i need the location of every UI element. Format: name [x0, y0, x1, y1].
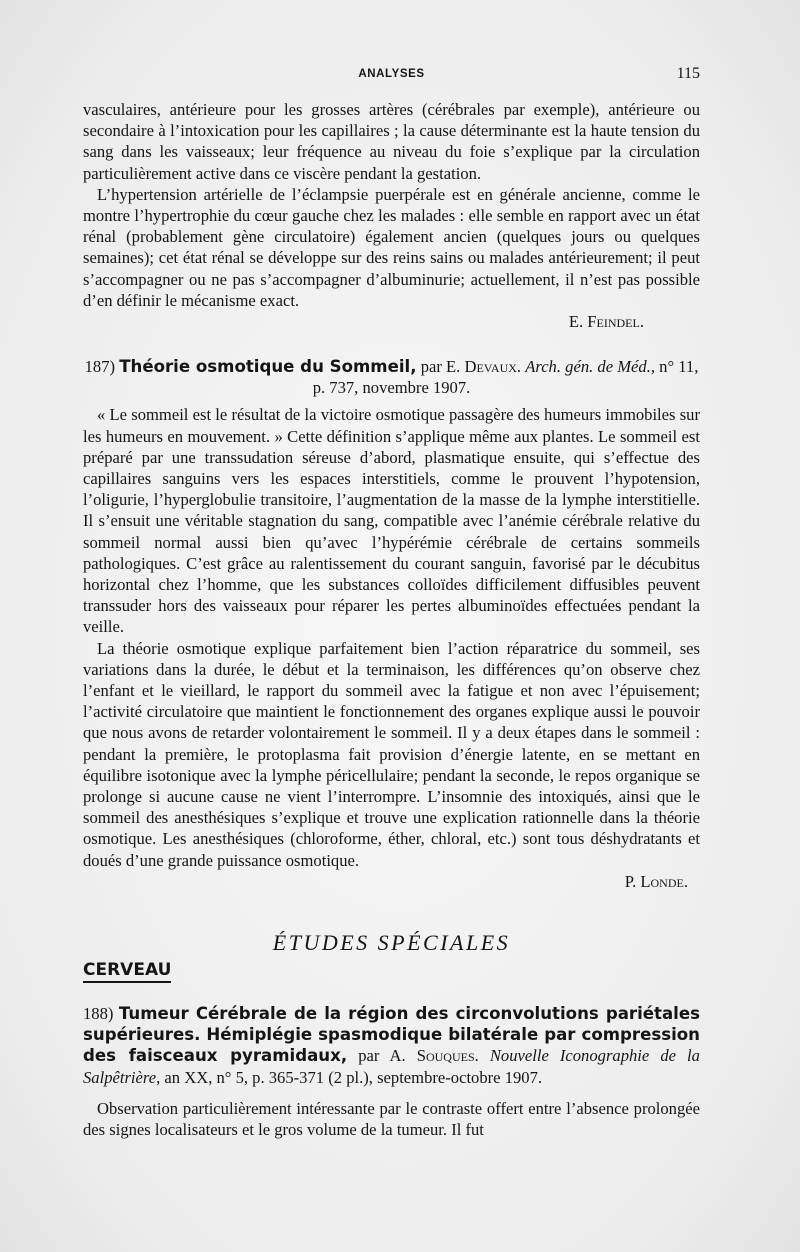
- entry-188: [83, 1003, 700, 1140]
- entry-187-reference: n° 11, p. 737, novembre 1907.: [312, 357, 699, 398]
- entry-187-author: Devaux.: [464, 357, 522, 376]
- entry-188-citation: [83, 1003, 700, 1088]
- signature-londe-text: P. Londe.: [624, 871, 688, 891]
- section-heading: ÉTUDES SPÉCIALES: [272, 930, 511, 955]
- running-head: ANALYSES: [358, 68, 425, 80]
- entry-188-title: Tumeur Cérébrale de la région des circonvolutions pariétales supérieures. Hémiplégie spasmodique bilatérale par compression des faisceaux pyramidaux,: [83, 1004, 700, 1066]
- page-header: [83, 65, 700, 90]
- entry-188-journal: Nouvelle Iconographie de la Salpêtrière,: [83, 1046, 700, 1087]
- entry-188-reference: an XX, n° 5, p. 365-371 (2 pl.), septembre-octobre 1907.: [164, 1067, 543, 1087]
- entry-187: [83, 356, 700, 892]
- entry-188-author: Souques.: [416, 1046, 479, 1066]
- entry-188-number: 188): [83, 1004, 114, 1023]
- entry-187-title: Théorie osmotique du Sommeil,: [119, 357, 417, 376]
- paragraph-eclampsie: L’hypertension artérielle de l’éclampsie puerpérale est en générale ancienne, comme le montre l’hypertrophie du cœur gauche chez les malades : elle semble en rapport avec un état rénal (probablement gène circulatoire) également ancien (quelques jours ou quelques semaines); cet état rénal se développe sur des reins sains ou malades antérieurement; il peut s’accompagner ou ne pas s’accompagner d’albuminurie; actuellement, il n’est pas possible d’en définir le mécanisme exact.: [83, 184, 700, 310]
- entry-188-paragraph-1: Observation particulièrement intéressante par le contraste offert entre l’absence prolongée des signes localisateurs et le gros volume de la tumeur. Il fut: [83, 1098, 700, 1140]
- paragraph-continuation: vasculaires, antérieure pour les grosses artères (cérébrales par exemple), antérieure ou secondaire à l’intoxication pour les capillaires ; la cause déterminante est la haute tension du sang dans les vaisseaux; leur fréquence au niveau du foie s’explique par la circulation particulièrement active dans ce viscère pendant la gestation.: [83, 100, 700, 183]
- entry-187-paragraph-1: « Le sommeil est le résultat de la victoire osmotique passagère des humeurs immobiles sur les humeurs en mouvement. » Cette définition s’applique même aux plantes. Le sommeil est préparé par une transsudation séreuse d’abord, plasmatique ensuite, qui s’effectue des capillaires sanguins vers les espaces interstitiels, comme le prouvent l’hypotension, l’oligurie, l’hyperglobulie transitoire, l’augmentation de la masse de la lymphe interstitielle. Il s’ensuit une véritable stagnation du sang, compatible avec l’anémie cérébrale relative du sommeil normal aussi bien qu’avec l’hypérémie cérébrale de certains sommeils pathologiques. C’est grâce au ralentissement du courant sanguin, favorisé par le décubitus horizontal chez l’homme, que les substances colloïdes difficilement diffusibles peuvent transsuder hors des vaisseaux pour réparer les pertes albuminoïdes effectuées pendant la veille.: [83, 405, 700, 637]
- subsection-heading: CERVEAU: [83, 960, 171, 983]
- entry-187-by: par E.: [420, 357, 461, 376]
- signature-feindel: [83, 311, 700, 332]
- top-block: [83, 99, 700, 332]
- entry-187-citation: [83, 356, 700, 398]
- signature-londe: [83, 871, 700, 892]
- signature-feindel-text: E. Feindel.: [568, 312, 644, 332]
- entry-187-number: 187): [84, 357, 116, 376]
- entry-188-by: par A.: [358, 1046, 406, 1066]
- page-number: 115: [676, 65, 700, 82]
- entry-187-journal: Arch. gén. de Méd.,: [525, 357, 656, 376]
- entry-187-paragraph-2: La théorie osmotique explique parfaitement bien l’action réparatrice du sommeil, ses variations dans la durée, le début et la terminaison, les différences qu’on observe chez l’enfant et le vieillard, le rapport du sommeil avec la fatigue et non avec l’épuisement; l’activité circulatoire que maintient le fonctionnement des organes explique aussi le pouvoir que nous avons de retarder volontairement le sommeil. Il y a deux étapes dans le sommeil : pendant la première, le protoplasma fait provision d’énergie latente, en se mettant en équilibre isotonique avec la lymphe péricellulaire; pendant la seconde, le repos organique se prolonge si aucune cause ne vient l’interrompre. L’insomnie des intoxiqués, ainsi que le sommeil des anesthésiques s’explique et trouve une explication rationnelle dans la théorie osmotique. Les anesthésiques (chloroforme, éther, chloral, etc.) sont tous déshydratants et doués d’une grande puissance osmotique.: [83, 638, 700, 870]
